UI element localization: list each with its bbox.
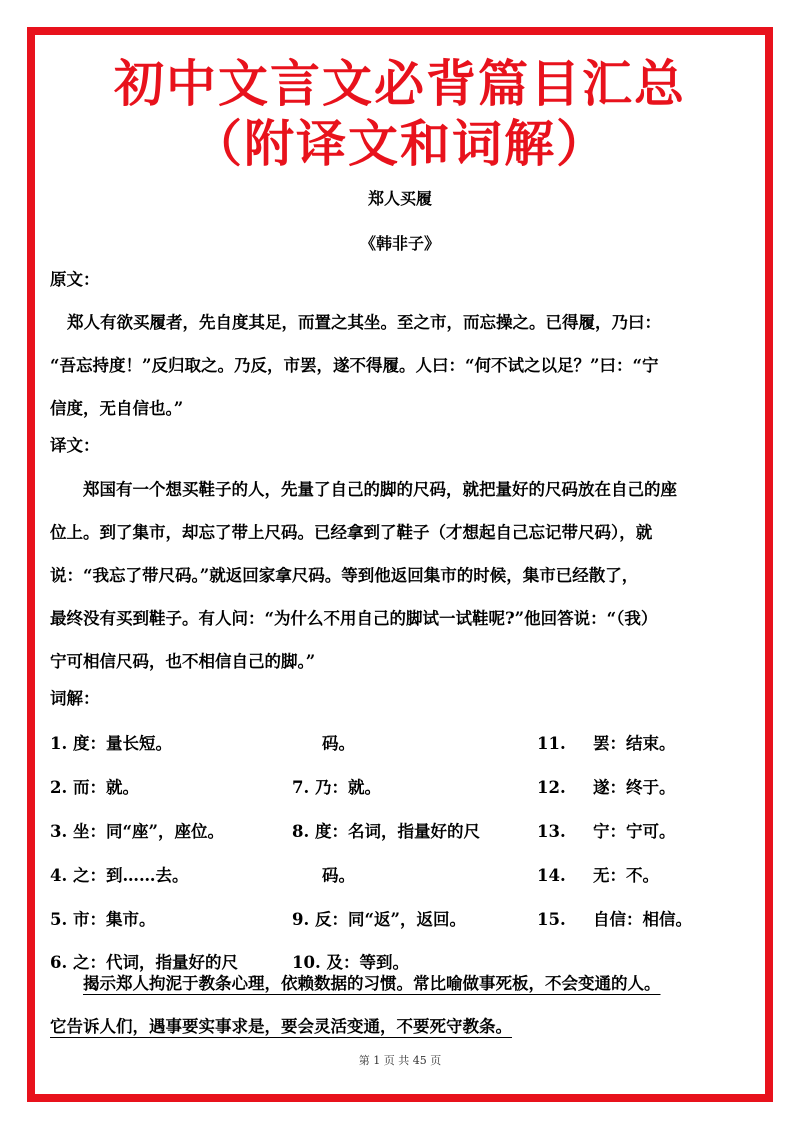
document-subtitle: （附译文和词解）: [192, 114, 608, 173]
glossary-item: 码。: [322, 866, 355, 885]
glossary-item: 罢：结束。: [593, 734, 676, 753]
translation-text: [50, 468, 750, 683]
glossary-item: 8. 度：名词，指量好的尺: [292, 822, 480, 841]
glossary-item: 9. 反：同“返”，返回。: [292, 910, 466, 929]
glossary-item: 7. 乃：就。: [292, 778, 381, 797]
glossary-item: 码。: [322, 734, 355, 753]
document-title: 初中文言文必背篇目汇总: [114, 54, 686, 113]
glossary-item: 4. 之：到……去。: [50, 866, 189, 885]
glossary-item-number: 15.: [537, 910, 566, 929]
glossary-item-number: 12.: [537, 778, 566, 797]
original-text: [50, 301, 750, 430]
translation-line: 宁可相信尺码，也不相信自己的脚。”: [50, 652, 316, 671]
glossary-item-number: 14.: [537, 866, 566, 885]
translation-line: 说：“我忘了带尺码。”就返回家拿尺码。等到他返回集市的时候，集市已经散了，: [50, 566, 639, 585]
moral-line: 它告诉人们，遇事要实事求是，要会灵活变通，不要死守教条。: [50, 1017, 512, 1036]
translation-line: 位上。到了集市，却忘了带上尺码。已经拿到了鞋子（才想起自己忘记带尺码），就: [50, 523, 653, 542]
glossary-item-number: 13.: [537, 822, 566, 841]
page-footer: 第 1 页 共 45 页: [358, 1054, 442, 1067]
original-label: 原文：: [50, 270, 100, 289]
translation-label: 译文：: [50, 436, 100, 455]
translation-line: 最终没有买到鞋子。有人问：“为什么不用自己的脚试一试鞋呢?”他回答说：“（我）: [50, 609, 658, 628]
original-line: “吾忘持度！”反归取之。乃反，市罢，遂不得履。人曰：“何不试之以足？”曰：“宁: [50, 356, 659, 375]
glossary-item: 5. 市：集市。: [50, 910, 156, 929]
glossary-item: 3. 坐：同“座”，座位。: [50, 822, 224, 841]
translation-line: 郑国有一个想买鞋子的人，先量了自己的脚的尺码，就把量好的尺码放在自己的座: [83, 480, 677, 499]
glossary-item: 10. 及：等到。: [292, 953, 409, 972]
glossary-item: 遂：终于。: [593, 778, 676, 797]
glossary-item: 宁：宁可。: [593, 822, 676, 841]
original-line: 信度，无自信也。”: [50, 399, 184, 418]
story-source: 《韩非子》: [359, 234, 440, 253]
original-line: 郑人有欲买履者，先自度其足，而置之其坐。至之市，而忘操之。已得履，乃曰：: [67, 313, 661, 332]
moral-line: 揭示郑人拘泥于教条心理，依赖数据的习惯。常比喻做事死板，不会变通的人。: [83, 974, 661, 993]
glossary-item: 2. 而：就。: [50, 778, 139, 797]
glossary-item: 无：不。: [593, 866, 659, 885]
glossary-grid: [0, 720, 800, 980]
glossary-item: 6. 之：代词，指量好的尺: [50, 953, 238, 972]
story-title: 郑人买履: [367, 189, 432, 208]
glossary-item-number: 11.: [537, 734, 566, 753]
moral-summary: [50, 962, 755, 1048]
glossary-item: 自信：相信。: [593, 910, 692, 929]
glossary-label: 词解：: [50, 689, 100, 708]
glossary-item: 1. 度：量长短。: [50, 734, 172, 753]
